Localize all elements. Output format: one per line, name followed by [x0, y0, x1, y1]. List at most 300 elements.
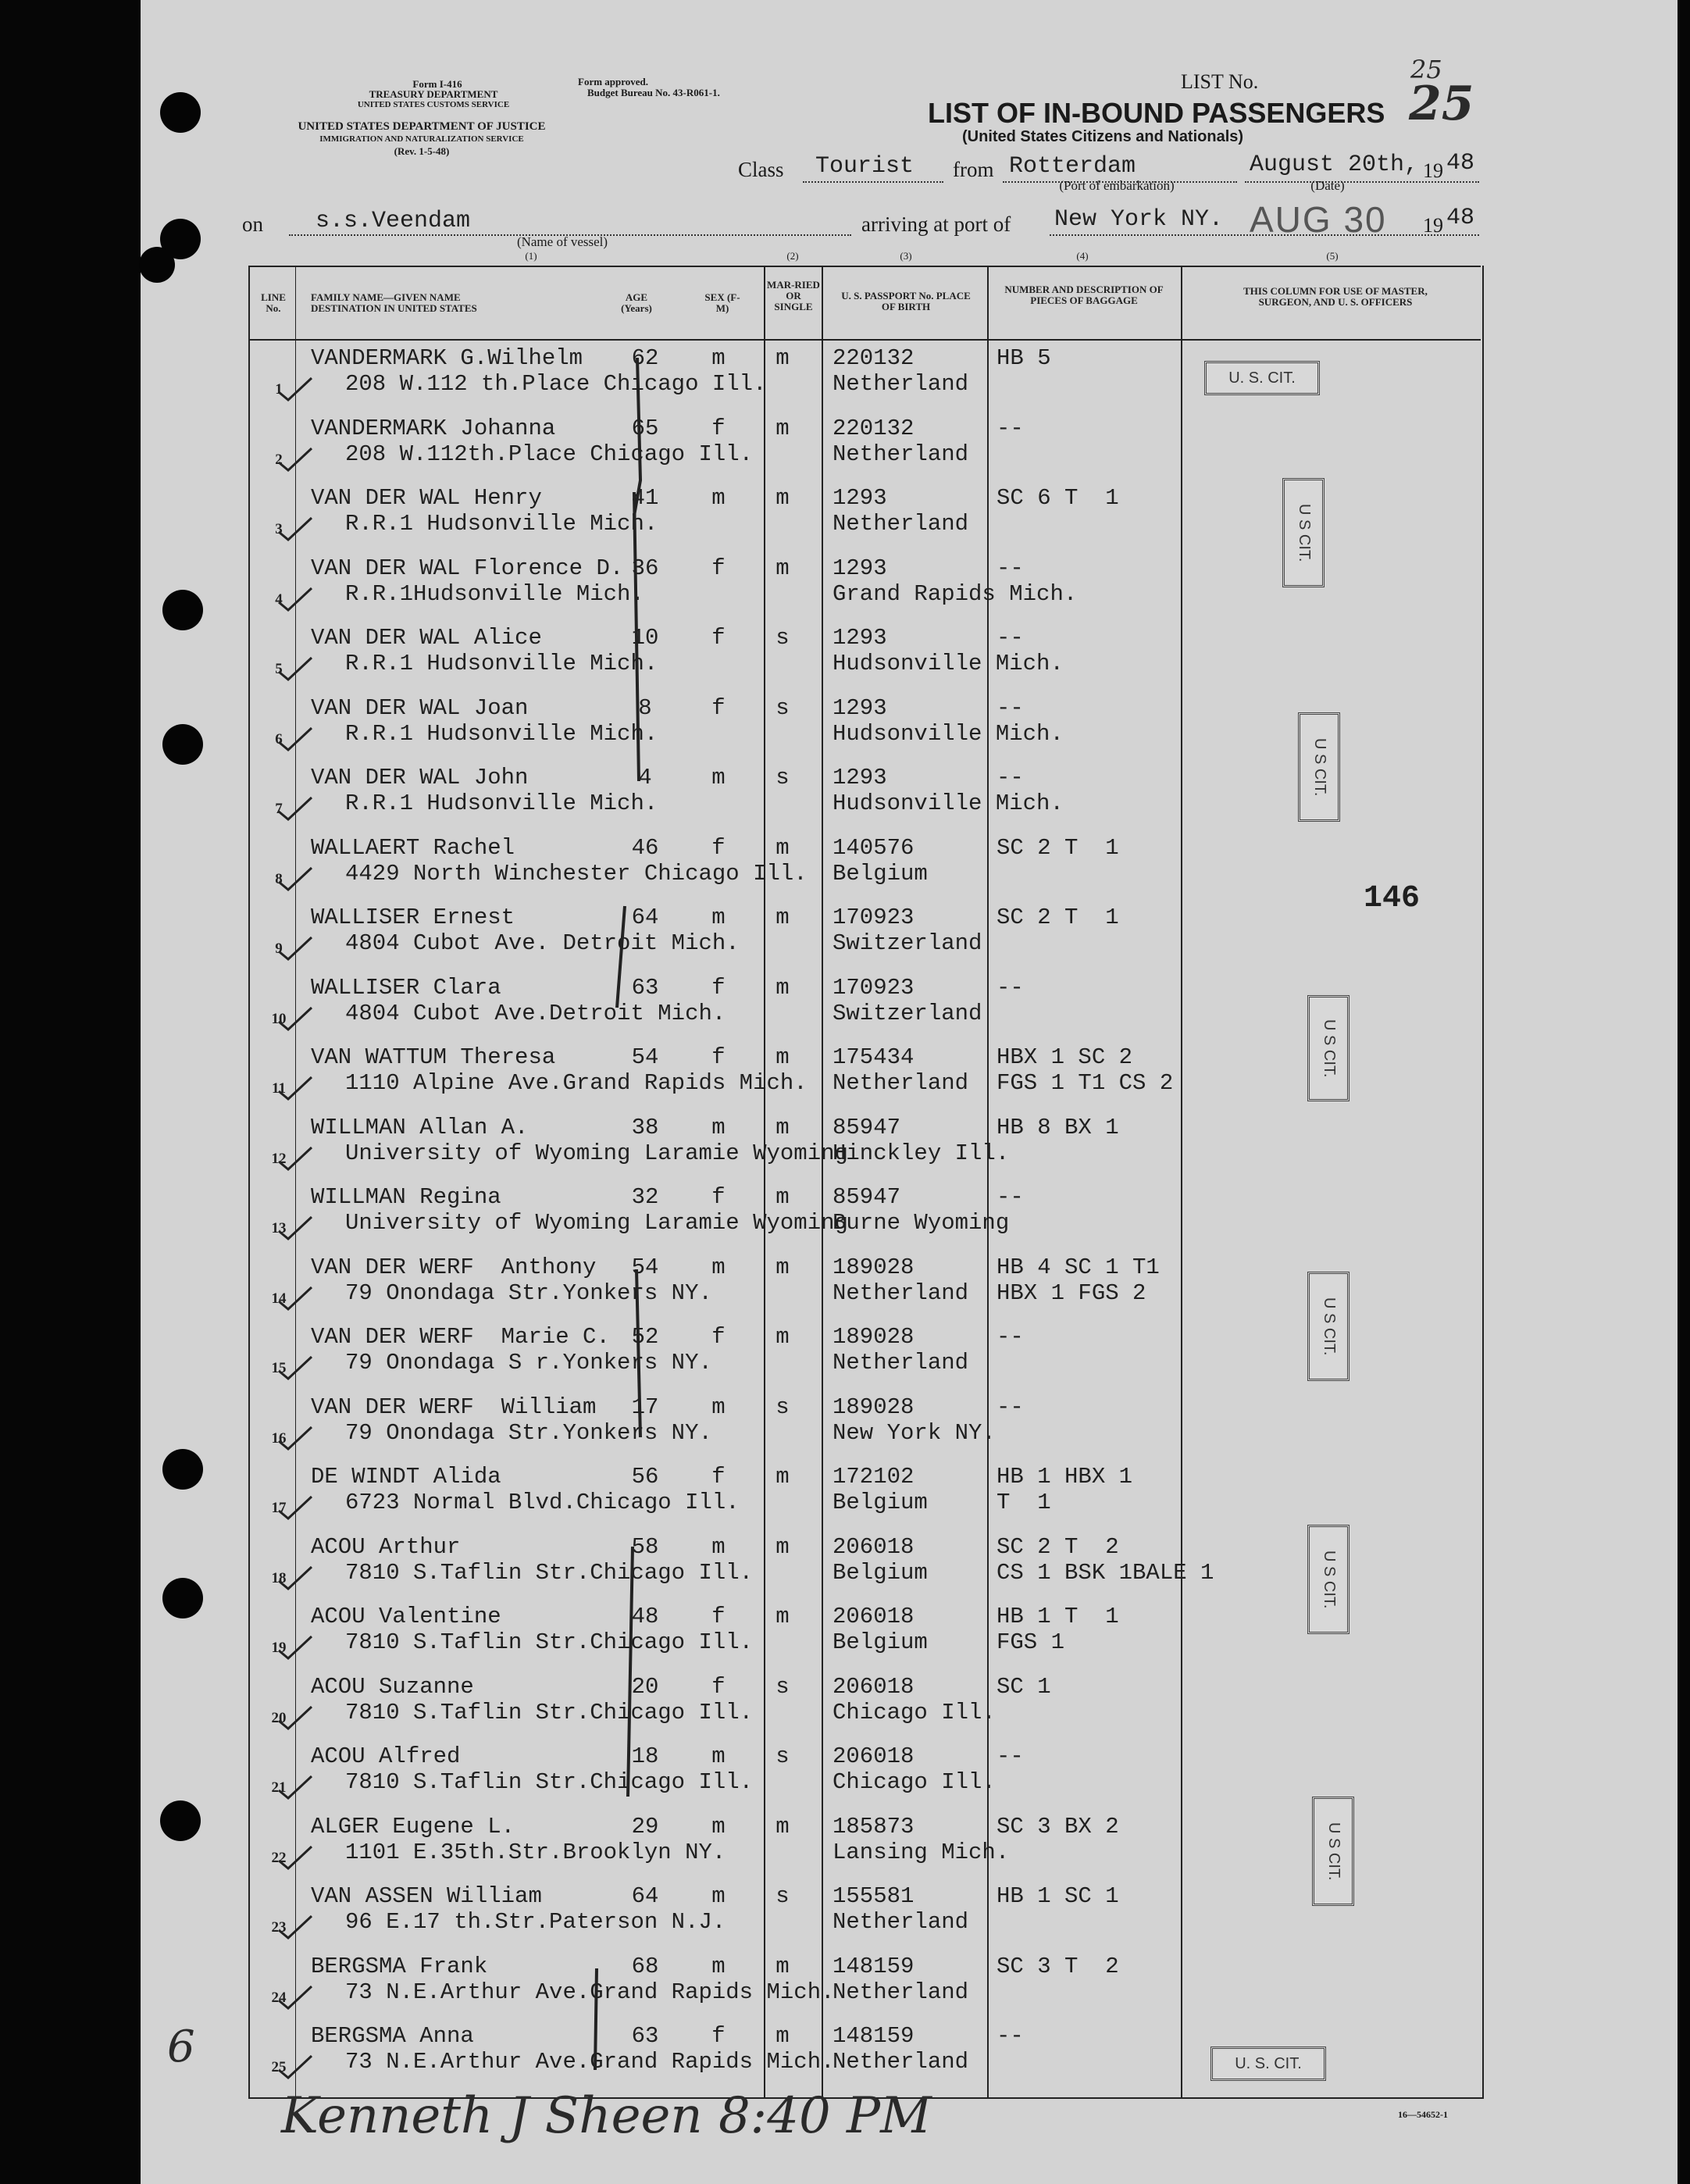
passenger-sex: m: [711, 765, 726, 790]
line-number: 15: [271, 1360, 287, 1376]
passenger-age: 29: [631, 1813, 659, 1840]
baggage-primary: HB 1 SC 1: [997, 1883, 1119, 1909]
marital-status: m: [775, 1953, 790, 1979]
baggage-primary: --: [997, 415, 1024, 441]
passenger-age: 56: [631, 1464, 659, 1490]
check-mark: [276, 515, 315, 543]
baggage-primary: --: [997, 765, 1024, 790]
line-number: 3: [275, 521, 283, 537]
vessel-caption: (Name of vessel): [516, 234, 608, 249]
passenger-address: 7810 S.Taflin Str.Chicago Ill.: [345, 1769, 754, 1795]
line-number: 18: [271, 1569, 287, 1586]
birthplace: Belgium: [833, 860, 928, 887]
table-row: [248, 1462, 1481, 1532]
table-row: [248, 1672, 1481, 1742]
table-row: [248, 1602, 1481, 1672]
marital-status: m: [775, 834, 790, 861]
check-mark: [276, 1773, 315, 1801]
baggage-primary: HB 4 SC 1 T1: [997, 1254, 1160, 1280]
ins-service: IMMIGRATION AND NATURALIZATION SERVICE: [319, 134, 524, 144]
passenger-name: ACOU Valentine: [311, 1604, 501, 1629]
passenger-sex: m: [711, 1533, 726, 1560]
passenger-sex: m: [711, 345, 726, 371]
check-mark: [276, 375, 315, 403]
check-mark: [276, 1284, 315, 1312]
check-mark: [276, 585, 315, 613]
line-number: 2: [275, 451, 283, 468]
passenger-age: 10: [631, 625, 659, 651]
binder-hole: [162, 724, 203, 765]
header-passport: U. S. PASSPORT No. PLACE OF BIRTH: [841, 290, 971, 312]
passenger-address: R.R.1 Hudsonville Mich.: [345, 720, 658, 747]
passport-number: 170923: [833, 974, 915, 1001]
check-mark: [276, 1424, 315, 1452]
marital-status: m: [775, 1464, 790, 1490]
check-mark: [276, 1214, 315, 1242]
passenger-age: 58: [631, 1533, 659, 1560]
passenger-sex: f: [711, 974, 726, 1001]
check-mark: [276, 1564, 315, 1592]
baggage-secondary: CS 1 BSK 1BALE 1: [997, 1559, 1214, 1586]
col-num-5: (5): [1326, 250, 1339, 262]
binder-hole: [162, 1449, 203, 1490]
passenger-name: VANDERMARK G.Wilhelm: [311, 345, 583, 371]
baggage-primary: --: [997, 625, 1024, 651]
passenger-sex: m: [711, 1394, 726, 1420]
line-number: 14: [271, 1290, 287, 1307]
col-num-2: (2): [786, 250, 799, 262]
check-mark: [276, 1983, 315, 2011]
line-number: 12: [271, 1150, 287, 1167]
marital-status: s: [775, 1673, 790, 1700]
binder-hole: [160, 1800, 201, 1841]
on-label: on: [242, 212, 263, 236]
passenger-address: R.R.1 Hudsonville Mich.: [345, 511, 658, 537]
passenger-sex: f: [711, 1184, 726, 1210]
passenger-age: 36: [631, 555, 659, 581]
passenger-address: University of Wyoming Laramie Wyoming: [345, 1210, 848, 1236]
passenger-sex: f: [711, 625, 726, 651]
officer-signature: Kenneth J Sheen 8:40 PM: [281, 2087, 932, 2145]
passenger-name: VAN DER WAL Henry: [311, 485, 542, 511]
table-row: [248, 1952, 1481, 2022]
marital-status: s: [775, 765, 790, 790]
embark-port: Rotterdam: [1009, 153, 1136, 180]
passport-number: 189028: [833, 1394, 915, 1420]
baggage-primary: HB 1 T 1: [997, 1604, 1119, 1629]
baggage-primary: --: [997, 1743, 1024, 1769]
baggage-primary: SC 3 T 2: [997, 1953, 1119, 1979]
table-row: [248, 1183, 1481, 1252]
table-row: [248, 903, 1481, 972]
marital-status: m: [775, 415, 790, 441]
passenger-age: 17: [631, 1394, 659, 1420]
passenger-address: R.R.1Hudsonville Mich.: [345, 580, 644, 607]
passenger-age: 18: [631, 1743, 659, 1769]
check-mark: [276, 1074, 315, 1102]
revision: (Rev. 1-5-48): [394, 145, 450, 157]
form-approved: Form approved.: [578, 76, 649, 87]
passport-number: 170923: [833, 905, 915, 930]
table-row: [248, 973, 1481, 1043]
us-cit-stamp: U S CIT.: [1298, 712, 1340, 822]
embark-caption: (Port of embarkation): [1059, 178, 1175, 193]
passenger-name: VAN DER WAL Florence D.: [311, 555, 624, 581]
check-mark: [276, 1493, 315, 1522]
passenger-name: WALLAERT Rachel: [311, 834, 515, 861]
passenger-sex: f: [711, 1604, 726, 1629]
us-cit-stamp: U S CIT.: [1307, 995, 1350, 1101]
passenger-address: 4804 Cubot Ave. Detroit Mich.: [345, 930, 740, 956]
passport-number: 206018: [833, 1743, 915, 1769]
form-subtitle: (United States Citizens and Nationals): [962, 128, 1244, 145]
passenger-address: 4804 Cubot Ave.Detroit Mich.: [345, 1000, 726, 1026]
passenger-age: 52: [631, 1324, 659, 1350]
passenger-sex: f: [711, 2023, 726, 2049]
birthplace: Netherland: [833, 1909, 969, 1935]
passenger-age: 65: [631, 415, 659, 441]
passenger-name: ALGER Eugene L.: [311, 1813, 515, 1840]
binder-hole: [162, 590, 203, 630]
check-mark: [276, 445, 315, 473]
passenger-address: 73 N.E.Arthur Ave.Grand Rapids Mich.: [345, 1979, 835, 2005]
us-cit-stamp: U S CIT.: [1282, 478, 1325, 587]
passport-number: 85947: [833, 1184, 901, 1210]
binder-hole: [139, 247, 175, 283]
passenger-age: 46: [631, 834, 659, 861]
us-cit-stamp: U. S. CIT.: [1204, 361, 1320, 395]
header-baggage: NUMBER AND DESCRIPTION OF PIECES OF BAGGAGE: [1004, 284, 1164, 306]
check-mark: [276, 1704, 315, 1732]
marital-status: m: [775, 1184, 790, 1210]
passenger-age: 62: [631, 345, 659, 371]
justice-dept: UNITED STATES DEPARTMENT OF JUSTICE: [298, 120, 546, 133]
header-sex: SEX (F-M): [704, 291, 740, 314]
passenger-age: 4: [638, 765, 652, 790]
birthplace: Netherland: [833, 371, 969, 397]
birthplace: Grand Rapids Mich.: [833, 580, 1078, 607]
passport-number: 220132: [833, 345, 915, 371]
embark-date: August 20th,: [1250, 152, 1419, 178]
treasury-dept: TREASURY DEPARTMENT: [369, 88, 498, 100]
check-mark: [276, 655, 315, 683]
baggage-primary: --: [997, 1184, 1024, 1210]
passenger-address: R.R.1 Hudsonville Mich.: [345, 651, 658, 676]
line-number: 20: [271, 1709, 287, 1726]
year-value: 48: [1446, 150, 1475, 177]
table-row: [248, 1533, 1481, 1602]
birthplace: Hudsonville Mich.: [833, 651, 1064, 676]
passport-number: 189028: [833, 1324, 915, 1350]
passenger-sex: m: [711, 1254, 726, 1280]
baggage-primary: SC 2 T 1: [997, 834, 1119, 861]
header-name: FAMILY NAME—GIVEN NAME DESTINATION IN UNITED STATES: [311, 291, 477, 314]
from-label: from: [953, 158, 994, 181]
passenger-age: 54: [631, 1044, 659, 1070]
passenger-address: 7810 S.Taflin Str.Chicago Ill.: [345, 1699, 754, 1725]
table-row: [248, 763, 1481, 833]
vessel-name: s.s.Veendam: [316, 208, 471, 234]
passenger-name: WILLMAN Allan A.: [311, 1114, 529, 1140]
passenger-age: 8: [638, 694, 652, 721]
passport-number: 155581: [833, 1883, 915, 1909]
baggage-primary: SC 1: [997, 1673, 1051, 1700]
line-number: 25: [271, 2059, 287, 2075]
table-row: [248, 1043, 1481, 1112]
check-mark: [276, 865, 315, 893]
passenger-name: VAN WATTUM Theresa: [311, 1044, 556, 1070]
table-row: [248, 1113, 1481, 1183]
marital-status: m: [775, 974, 790, 1001]
binder-hole: [160, 92, 201, 133]
passenger-age: 20: [631, 1673, 659, 1700]
passport-number: 189028: [833, 1254, 915, 1280]
passenger-name: BERGSMA Frank: [311, 1953, 488, 1979]
birthplace: Lansing Mich.: [833, 1839, 1010, 1865]
passenger-name: DE WINDT Alida: [311, 1464, 501, 1490]
check-mark: [276, 1843, 315, 1872]
passenger-age: 32: [631, 1184, 659, 1210]
passport-number: 1293: [833, 485, 887, 511]
passenger-age: 38: [631, 1114, 659, 1140]
budget-bureau: Budget Bureau No. 43-R061-1.: [587, 87, 720, 98]
table-row: [248, 1742, 1481, 1811]
passenger-sex: m: [711, 1883, 726, 1909]
passenger-sex: f: [711, 1673, 726, 1700]
passenger-address: 4429 North Winchester Chicago Ill.: [345, 860, 808, 887]
passport-number: 172102: [833, 1464, 915, 1490]
baggage-secondary: FGS 1: [997, 1629, 1065, 1655]
baggage-primary: --: [997, 974, 1024, 1001]
line-number: 16: [271, 1429, 287, 1447]
baggage-secondary: T 1: [997, 1490, 1051, 1515]
passenger-sex: m: [711, 905, 726, 930]
passenger-name: WALLISER Ernest: [311, 905, 515, 930]
check-mark: [276, 2053, 315, 2081]
passenger-name: ACOU Suzanne: [311, 1673, 474, 1700]
birthplace: Chicago Ill.: [833, 1699, 996, 1725]
marital-status: s: [775, 1883, 790, 1909]
birthplace: Belgium: [833, 1490, 928, 1515]
passenger-name: VAN ASSEN William: [311, 1883, 542, 1909]
passport-number: 1293: [833, 765, 887, 790]
table-row: [248, 1393, 1481, 1462]
us-cit-stamp: U. S. CIT.: [1210, 2047, 1326, 2081]
birthplace: Switzerland: [833, 1000, 982, 1026]
passenger-sex: f: [711, 415, 726, 441]
margin-mark: 6: [167, 2022, 195, 2072]
customs-service: UNITED STATES CUSTOMS SERVICE: [357, 100, 510, 109]
passport-number: 1293: [833, 625, 887, 651]
passenger-name: VAN DER WERF William: [311, 1394, 597, 1420]
passenger-name: VAN DER WAL Alice: [311, 625, 542, 651]
passenger-address: 79 Onondaga Str.Yonkers NY.: [345, 1419, 712, 1446]
birthplace: Hudsonville Mich.: [833, 720, 1064, 747]
passenger-address: 79 Onondaga Str.Yonkers NY.: [345, 1279, 712, 1306]
arrival-year: 48: [1446, 205, 1475, 231]
list-no-small: 25: [1410, 55, 1442, 84]
passport-number: 148159: [833, 2023, 915, 2049]
passenger-age: 48: [631, 1604, 659, 1629]
table-row: [248, 414, 1481, 484]
passenger-sex: f: [711, 1324, 726, 1350]
table-row: [248, 1812, 1481, 1882]
passenger-name: VAN DER WAL John: [311, 765, 529, 790]
line-number: 23: [271, 1919, 287, 1936]
arrival-year-prefix: 19: [1423, 214, 1443, 237]
passport-number: 1293: [833, 694, 887, 721]
birthplace: Hudsonville Mich.: [833, 790, 1064, 816]
passport-number: 220132: [833, 415, 915, 441]
line-number: 4: [275, 591, 283, 608]
birthplace: Netherland: [833, 1279, 969, 1306]
table-row: [248, 1253, 1481, 1322]
passenger-age: 64: [631, 905, 659, 930]
birthplace: Netherland: [833, 441, 969, 467]
marital-status: m: [775, 1533, 790, 1560]
passenger-address: 208 W.112 th.Place Chicago Ill.: [345, 371, 767, 397]
passenger-name: VAN DER WAL Joan: [311, 694, 529, 721]
baggage-primary: --: [997, 2023, 1024, 2049]
line-number: 1: [275, 381, 283, 398]
birthplace: Netherland: [833, 1070, 969, 1096]
passport-number: 140576: [833, 834, 915, 861]
passenger-name: ACOU Arthur: [311, 1533, 461, 1560]
marital-status: m: [775, 555, 790, 581]
header-age: AGE (Years): [621, 291, 652, 314]
passenger-age: 54: [631, 1254, 659, 1280]
passenger-address: 1101 E.35th.Str.Brooklyn NY.: [345, 1839, 726, 1865]
table-row: [248, 1322, 1481, 1392]
passenger-name: WILLMAN Regina: [311, 1184, 501, 1210]
arrival-date-stamp: AUG 30: [1250, 199, 1387, 240]
line-number: 17: [271, 1500, 287, 1516]
baggage-primary: --: [997, 1324, 1024, 1350]
line-number: 8: [275, 870, 283, 887]
marital-status: m: [775, 485, 790, 511]
check-mark: [276, 1144, 315, 1172]
arrival-port: New York NY.: [1054, 206, 1224, 233]
birthplace: Netherland: [833, 2049, 969, 2075]
passenger-address: 73 N.E.Arthur Ave.Grand Rapids Mich.: [345, 2049, 835, 2075]
marital-status: s: [775, 625, 790, 651]
passenger-sex: m: [711, 1813, 726, 1840]
passenger-age: 63: [631, 2023, 659, 2049]
passenger-sex: f: [711, 694, 726, 721]
passenger-name: VAN DER WERF Anthony: [311, 1254, 597, 1280]
passenger-name: VAN DER WERF Marie C.: [311, 1324, 610, 1350]
passenger-age: 41: [631, 485, 659, 511]
form-number: Form I-416: [412, 78, 462, 90]
passenger-address: 1110 Alpine Ave.Grand Rapids Mich.: [345, 1070, 808, 1096]
date-caption: (Date): [1310, 178, 1345, 193]
passenger-sex: f: [711, 555, 726, 581]
passenger-sex: m: [711, 1114, 726, 1140]
marital-status: s: [775, 1743, 790, 1769]
year-prefix: 19: [1423, 159, 1443, 182]
birthplace: Chicago Ill.: [833, 1769, 996, 1795]
marital-status: m: [775, 1604, 790, 1629]
line-number: 13: [271, 1220, 287, 1237]
marital-status: m: [775, 1813, 790, 1840]
passenger-name: WALLISER Clara: [311, 974, 501, 1001]
marital-status: m: [775, 1324, 790, 1350]
footer-code: 16—54652-1: [1398, 2109, 1448, 2120]
passenger-sex: m: [711, 1953, 726, 1979]
baggage-secondary: FGS 1 T1 CS 2: [997, 1070, 1174, 1096]
header-married: MAR-RIED OR SINGLE: [767, 279, 820, 312]
baggage-primary: HB 5: [997, 345, 1051, 371]
check-mark: [276, 1005, 315, 1033]
passenger-name: BERGSMA Anna: [311, 2023, 474, 2049]
marital-status: m: [775, 905, 790, 930]
line-number: 24: [271, 1989, 287, 2006]
baggage-primary: --: [997, 555, 1024, 581]
passenger-sex: f: [711, 1464, 726, 1490]
birthplace: New York NY.: [833, 1419, 996, 1446]
class-value: Tourist: [815, 153, 915, 180]
line-number: 7: [275, 801, 283, 817]
baggage-primary: SC 6 T 1: [997, 485, 1119, 511]
passenger-sex: f: [711, 1044, 726, 1070]
check-mark: [276, 725, 315, 753]
passenger-address: 208 W.112th.Place Chicago Ill.: [345, 441, 754, 467]
birthplace: Switzerland: [833, 930, 982, 956]
table-row: [248, 694, 1481, 763]
line-number: 5: [275, 661, 283, 677]
list-no-label: LIST No.: [1181, 70, 1259, 93]
passport-number: 185873: [833, 1813, 915, 1840]
table-row: [248, 1882, 1481, 1951]
table-row: [248, 833, 1481, 903]
binder-hole: [162, 1578, 203, 1618]
baggage-primary: SC 3 BX 2: [997, 1813, 1119, 1840]
check-mark: [276, 1913, 315, 1941]
passport-number: 148159: [833, 1953, 915, 1979]
birthplace: Burne Wyoming: [833, 1210, 1010, 1236]
table-row: [248, 623, 1481, 693]
us-cit-stamp: U S CIT.: [1307, 1272, 1350, 1381]
baggage-secondary: HBX 1 FGS 2: [997, 1279, 1146, 1306]
baggage-primary: --: [997, 694, 1024, 721]
check-mark: [276, 934, 315, 962]
baggage-primary: SC 2 T 2: [997, 1533, 1119, 1560]
birthplace: Belgium: [833, 1559, 928, 1586]
marital-status: m: [775, 1254, 790, 1280]
birthplace: Netherland: [833, 511, 969, 537]
passenger-age: 68: [631, 1953, 659, 1979]
class-label: Class: [738, 158, 784, 181]
baggage-primary: SC 2 T 1: [997, 905, 1119, 930]
line-number: 10: [271, 1010, 287, 1027]
form-title: LIST OF IN-BOUND PASSENGERS: [928, 97, 1385, 129]
baggage-primary: HBX 1 SC 2: [997, 1044, 1133, 1070]
us-cit-stamp: U S CIT.: [1307, 1525, 1350, 1634]
list-no-handwritten: 25: [1409, 77, 1474, 131]
passport-number: 206018: [833, 1533, 915, 1560]
passenger-address: 7810 S.Taflin Str.Chicago Ill.: [345, 1629, 754, 1655]
count-number: 146: [1364, 881, 1421, 916]
passport-number: 175434: [833, 1044, 915, 1070]
arriving-label: arriving at port of: [861, 212, 1011, 236]
passport-number: 206018: [833, 1604, 915, 1629]
col-num-4: (4): [1076, 250, 1089, 262]
line-number: 11: [272, 1080, 286, 1097]
marital-status: m: [775, 2023, 790, 2049]
birthplace: Hinckley Ill.: [833, 1140, 1010, 1166]
check-mark: [276, 794, 315, 823]
passenger-sex: m: [711, 485, 726, 511]
